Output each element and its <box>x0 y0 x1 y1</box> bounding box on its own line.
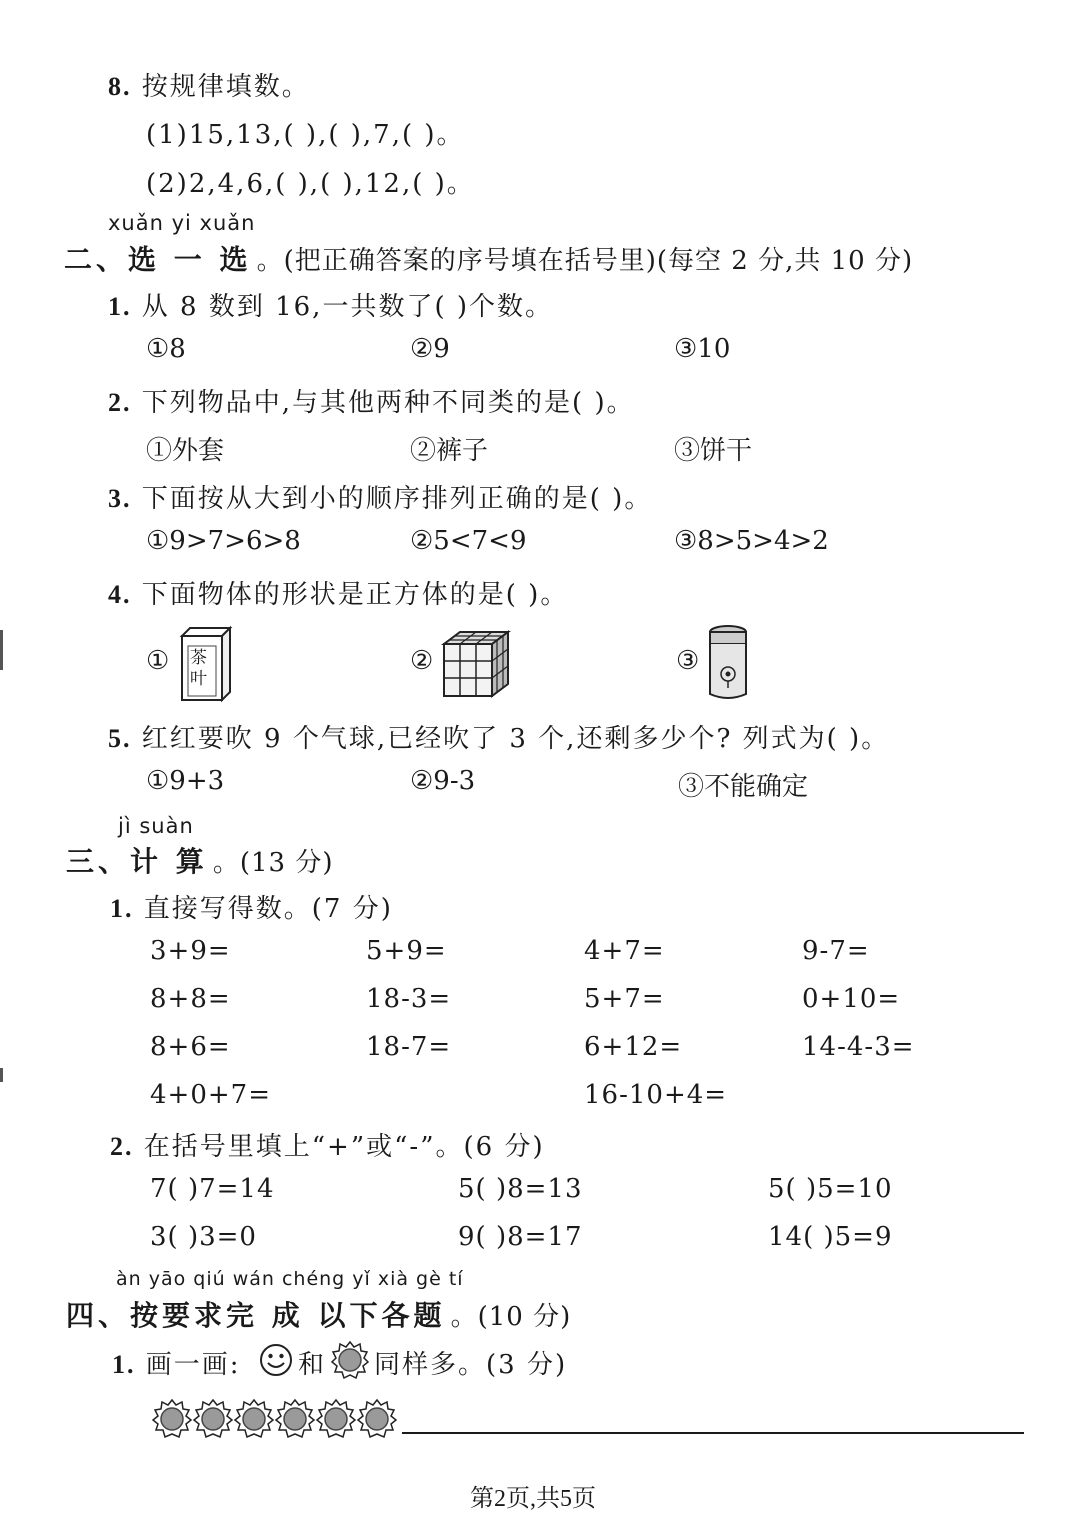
s2-q2-option-c: ③饼干 <box>674 436 753 466</box>
s2-q3-text: 下面按从大到小的顺序排列正确的是( )。 <box>141 484 653 514</box>
calc-item: 0+10= <box>802 984 901 1014</box>
s2-q3-option-a: ①9>7>6>8 <box>146 526 301 556</box>
tea-box-picture <box>178 624 238 704</box>
s2-q4-number: 4. <box>108 580 132 609</box>
s2-q5-number: 5. <box>108 724 132 753</box>
s4-title: 四、按要求完 成 以下各题 <box>66 1299 446 1332</box>
calc-item: 9-7= <box>802 936 870 966</box>
s2-q3-option-b: ②5<7<9 <box>410 526 527 556</box>
s3-pinyin: jì suàn <box>118 814 194 838</box>
s2-q5 <box>108 718 889 755</box>
calc-item: 5+9= <box>366 936 447 966</box>
s4-pinyin: àn yāo qiú wán chéng yǐ xià gè tí <box>116 1268 464 1290</box>
s3-p1-title: 直接写得数。(7 分) <box>143 894 393 924</box>
s4-q1 <box>112 1344 241 1381</box>
s2-q4-option-c: ③ <box>676 646 700 676</box>
tea-box-label: 茶叶 <box>190 648 207 689</box>
scan-mark <box>0 1068 3 1082</box>
calc-item: 8+6= <box>150 1032 231 1062</box>
s2-q1 <box>108 286 553 323</box>
jar-icon <box>706 624 750 704</box>
calc-item: 4+0+7= <box>150 1080 271 1110</box>
jar-picture <box>706 624 750 704</box>
s4-heading <box>66 1294 571 1334</box>
s3-note: 。(13 分) <box>212 848 334 878</box>
s2-q1-number: 1. <box>108 292 132 321</box>
calc-item: 4+7= <box>584 936 665 966</box>
s2-q4-option-a: ① <box>146 646 170 676</box>
s2-note: 。(把正确答案的序号填在括号里)(每空 2 分,共 10 分) <box>256 246 914 276</box>
q8-line2: (2)2,4,6,( ),( ),12,( )。 <box>146 169 475 199</box>
s3-p1 <box>110 888 393 925</box>
s3-p2-title: 在括号里填上“+”或“-”。(6 分) <box>143 1132 545 1162</box>
s2-q2-option-b: ②裤子 <box>410 436 489 466</box>
calc-item: 18-3= <box>366 984 452 1014</box>
s2-q5-option-c: ③不能确定 <box>678 772 809 802</box>
sun-icon <box>194 1400 232 1437</box>
page-footer: 第2页,共5页 <box>470 1486 596 1512</box>
s2-q4 <box>108 574 568 611</box>
s2-pinyin: xuǎn yi xuǎn <box>108 211 256 235</box>
calc-item: 18-7= <box>366 1032 452 1062</box>
s2-q3-number: 3. <box>108 484 132 513</box>
s2-q2-text: 下列物品中,与其他两种不同类的是( )。 <box>141 388 635 418</box>
s2-q2-option-a: ①外套 <box>146 436 225 466</box>
s3-p1-number: 1. <box>110 894 134 923</box>
q8-line1: (1)15,13,( ),( ),7,( )。 <box>146 120 465 150</box>
sign-item: 14( )5=9 <box>768 1222 893 1252</box>
calc-item: 8+8= <box>150 984 231 1014</box>
s2-q3 <box>108 478 652 515</box>
q8-number: 8. <box>108 72 132 101</box>
calc-item: 3+9= <box>150 936 231 966</box>
s4-note: 。(10 分) <box>450 1302 572 1332</box>
s3-p2 <box>110 1126 545 1163</box>
sun-icon <box>235 1400 273 1437</box>
s4-q1-text-a: 画一画: <box>145 1350 241 1380</box>
q8-title: 按规律填数。 <box>141 72 310 102</box>
drawing-answer-line[interactable] <box>402 1432 1024 1434</box>
s2-q1-option-c: ③10 <box>674 334 731 364</box>
sign-item: 9( )8=17 <box>458 1222 583 1252</box>
s4-q1-text-b: 和 <box>298 1350 327 1380</box>
sun-icon <box>276 1400 314 1437</box>
sign-item: 5( )8=13 <box>458 1174 583 1204</box>
s2-q2 <box>108 382 635 419</box>
s2-q5-option-b: ②9-3 <box>410 766 476 796</box>
s4-q1-text-c: 同样多。(3 分) <box>374 1350 568 1380</box>
sun-icon <box>358 1400 396 1437</box>
cube-icon <box>440 628 512 700</box>
s2-q1-option-b: ②9 <box>410 334 450 364</box>
calc-item: 16-10+4= <box>584 1080 728 1110</box>
s4-q1-number: 1. <box>112 1350 136 1379</box>
rubik-cube-picture <box>440 628 512 700</box>
s2-q4-text: 下面物体的形状是正方体的是( )。 <box>141 580 569 610</box>
s2-title: 二、选 一 选 <box>64 243 252 276</box>
s2-heading <box>64 238 913 278</box>
s2-q1-text: 从 8 数到 16,一共数了( )个数。 <box>141 292 554 322</box>
sun-row <box>150 1398 400 1440</box>
s2-q2-number: 2. <box>108 388 132 417</box>
s2-q1-option-a: ①8 <box>146 334 186 364</box>
calc-item: 14-4-3= <box>802 1032 915 1062</box>
s2-q3-option-c: ③8>5>4>2 <box>674 526 829 556</box>
sun-icon <box>153 1400 191 1437</box>
s3-heading <box>66 840 333 880</box>
sign-item: 3( )3=0 <box>150 1222 257 1252</box>
q8-heading <box>108 66 310 103</box>
sign-item: 7( )7=14 <box>150 1174 275 1204</box>
calc-item: 6+12= <box>584 1032 683 1062</box>
s2-q4-option-b: ② <box>410 646 434 676</box>
sign-item: 5( )5=10 <box>768 1174 893 1204</box>
s3-p2-number: 2. <box>110 1132 134 1161</box>
smiley-face-icon <box>258 1342 294 1378</box>
sun-icon <box>330 1340 370 1380</box>
scan-mark <box>0 630 3 670</box>
s2-q5-text: 红红要吹 9 个气球,已经吹了 3 个,还剩多少个? 列式为( )。 <box>141 724 890 754</box>
calc-item: 5+7= <box>584 984 665 1014</box>
sun-icon <box>317 1400 355 1437</box>
s3-title: 三、计 算 <box>66 845 208 878</box>
sun-row-icons <box>150 1398 400 1440</box>
s2-q5-option-a: ①9+3 <box>146 766 225 796</box>
